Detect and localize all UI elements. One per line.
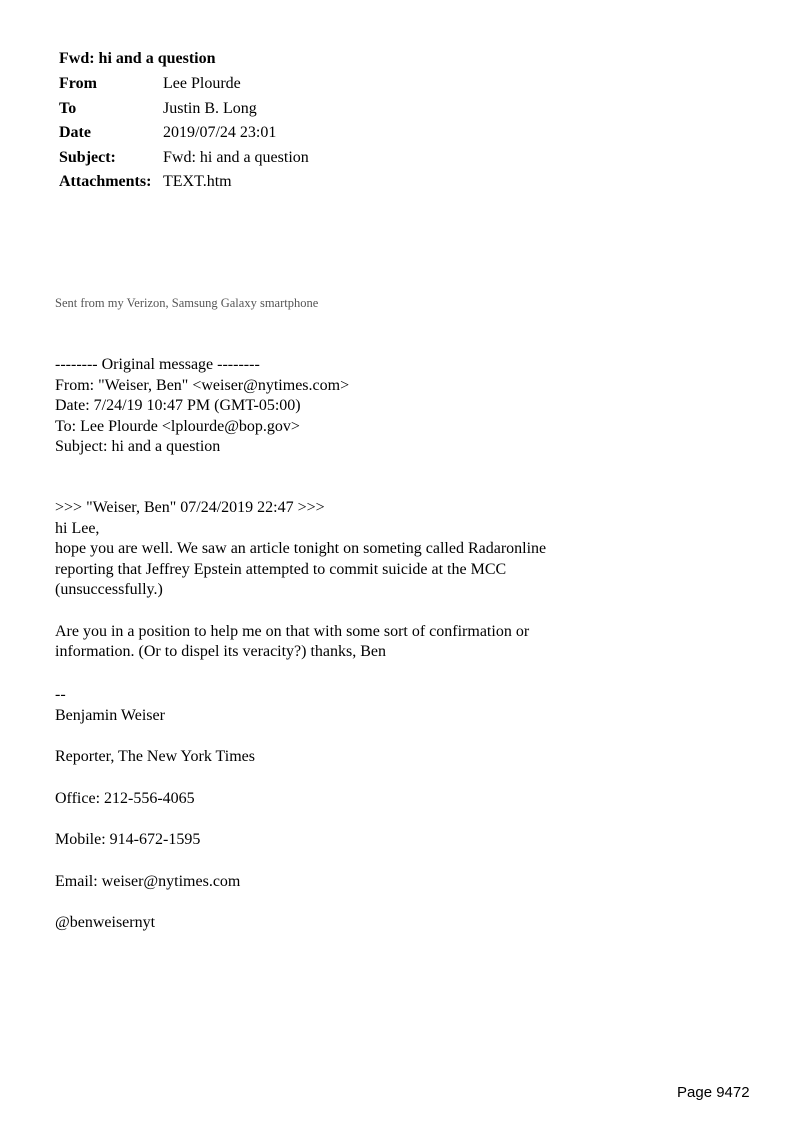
signature-dashes: -- (55, 686, 66, 703)
signature-email: Email: weiser@nytimes.com (55, 873, 241, 890)
email-title: Fwd: hi and a question (59, 50, 216, 67)
header-row-date (59, 121, 309, 146)
signature-office-phone: Office: 212-556-4065 (55, 790, 195, 807)
header-row-subject (59, 146, 309, 171)
body-line: (unsuccessfully.) (55, 581, 163, 599)
signature-name: Benjamin Weiser (55, 707, 165, 724)
body-line: information. (Or to dispel its veracity?) thanks, Ben (55, 643, 387, 661)
page-number: Page 9472 (677, 1084, 750, 1101)
original-to: To: Lee Plourde <lplourde@bop.gov> (55, 417, 300, 435)
paragraph-spacer (55, 601, 675, 622)
body-line: Are you in a position to help me on that with some sort of confirmation or (55, 622, 530, 640)
body-line: reporting that Jeffrey Epstein attempted to commit suicide at the MCC (55, 560, 507, 578)
signature-mobile-phone: Mobile: 914-672-1595 (55, 831, 201, 848)
signature-handle: @benweisernyt (55, 914, 156, 931)
quote-header: >>> "Weiser, Ben" 07/24/2019 22:47 >>> (55, 499, 325, 516)
message-body (55, 498, 675, 663)
header-value: Fwd: hi and a question (163, 148, 309, 166)
header-value: 2019/07/24 23:01 (163, 124, 277, 142)
greeting: hi Lee, (55, 519, 100, 537)
header-row-from (59, 72, 309, 97)
sent-from-signature: Sent from my Verizon, Samsung Galaxy smartphone (55, 296, 319, 310)
header-value: Lee Plourde (163, 75, 241, 93)
header-label: From (59, 75, 97, 93)
header-label: Attachments: (59, 173, 152, 191)
original-date: Date: 7/24/19 10:47 PM (GMT-05:00) (55, 397, 301, 415)
header-label: To (59, 99, 77, 117)
header-value: Justin B. Long (163, 99, 257, 117)
original-message-divider: -------- Original message -------- (55, 356, 260, 373)
original-message-header (55, 355, 675, 458)
signature-title: Reporter, The New York Times (55, 748, 255, 765)
header-label: Date (59, 124, 91, 142)
attachment-link[interactable]: TEXT.htm (163, 173, 232, 191)
email-header-fields (59, 72, 309, 195)
original-from: From: "Weiser, Ben" <weiser@nytimes.com> (55, 376, 350, 394)
header-label: Subject: (59, 148, 116, 166)
original-subject: Subject: hi and a question (55, 438, 221, 456)
header-row-attachments (59, 170, 309, 195)
body-line: hope you are well. We saw an article tonight on someting called Radaronline (55, 540, 547, 558)
header-row-to (59, 97, 309, 122)
